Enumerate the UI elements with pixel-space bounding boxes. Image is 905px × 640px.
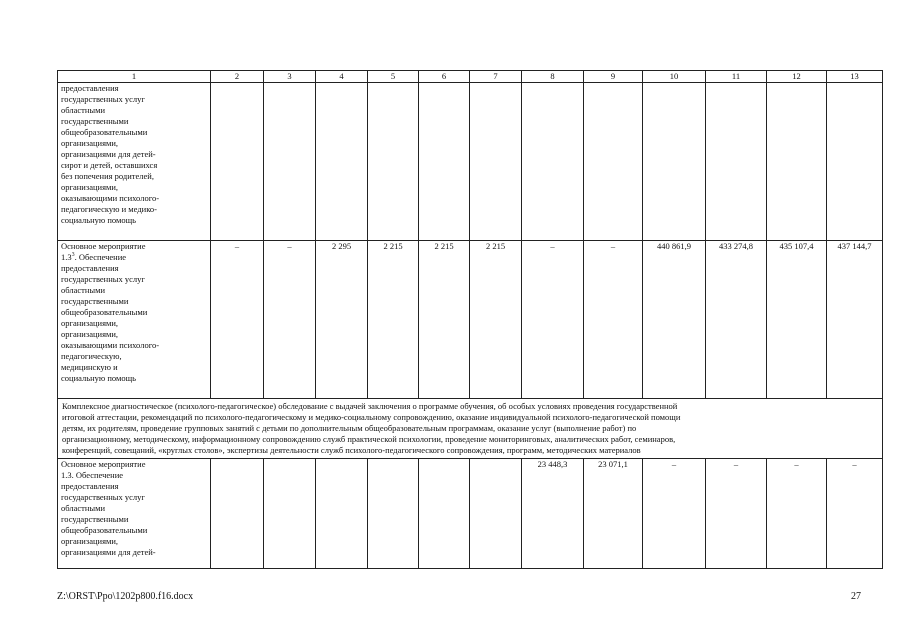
description-line: детям, их родителям, проведение групповых занятий с детьми по дополнительным общеобразовательным программам, оказание услуг (выполнение работ) по [62,423,637,433]
description-line: общеобразовательными [61,525,148,535]
row-description [58,459,211,569]
table-row [58,459,883,569]
measure-title: . Обеспечение [74,252,127,262]
description-line: предоставления [61,481,119,491]
description-line: Основное мероприятие [61,459,146,469]
table-row [58,241,883,399]
description-line: организациями для детей- [61,547,156,557]
table-cell [522,83,584,241]
row-description [58,83,211,241]
description-line: государственными [61,296,129,306]
table-cell [419,83,470,241]
table-cell [264,83,316,241]
description-line: социальную помощь [61,215,137,225]
description-line: сирот и детей, оставшихся [61,160,158,170]
table-cell [470,459,522,569]
description-line: организациями, [61,318,119,328]
description-line: педагогическую и медико- [61,204,157,214]
table-cell: 433 274,8 [706,241,767,399]
description-line: Основное мероприятие [61,241,146,251]
table-cell [211,83,264,241]
description-line: конференций, совещаний, «круглых столов», экспертизы деятельности служб психолого-педагогического сопровождения, программ, методических материалов [62,445,641,455]
description-line: педагогическую, [61,351,122,361]
table-cell [470,83,522,241]
column-header: 8 [522,71,584,83]
table-row [58,399,883,459]
description-line: организациями для детей- [61,149,156,159]
header-row [58,71,883,83]
table-cell: 2 215 [470,241,522,399]
page-number: 27 [851,591,861,602]
column-header: 3 [264,71,316,83]
table-row [58,83,883,241]
table-cell: – [584,241,643,399]
document-file-path: Z:\ORST\Ppo\1202p800.f16.docx [57,591,194,602]
description-line: оказывающими психолого- [61,193,160,203]
table-cell: 435 107,4 [767,241,827,399]
table-cell: 437 144,7 [827,241,883,399]
table-cell [643,83,706,241]
description-line: государственными [61,514,129,524]
measure-number: 1.3 [61,252,72,262]
description-line: 1.3. Обеспечение [61,470,124,480]
table-cell [368,83,419,241]
description-line: государственных услуг [61,274,145,284]
table-cell [264,459,316,569]
description-line: организациями, [61,182,119,192]
column-header: 7 [470,71,522,83]
description-line: общеобразовательными [61,127,148,137]
table-cell [827,83,883,241]
column-header: 13 [827,71,883,83]
table-cell: – [264,241,316,399]
description-line: предоставления [61,83,119,93]
column-header: 10 [643,71,706,83]
table-cell: 23 448,3 [522,459,584,569]
description-line: итоговой аттестации, рекомендаций по психолого-педагогическому и медико-социальному сопровождению, оказание индивидуальной психолого-педагогической помощи [62,412,681,422]
description-line: общеобразовательными [61,307,148,317]
column-header: 6 [419,71,470,83]
table-cell [316,459,368,569]
table-cell: – [767,459,827,569]
description-line: областными [61,503,106,513]
column-header: 4 [316,71,368,83]
table-cell [368,459,419,569]
description-line: социальную помощь [61,373,137,383]
table-cell: 440 861,9 [643,241,706,399]
spanning-description [58,399,883,459]
description-line: без попечения родителей, [61,171,154,181]
column-header: 2 [211,71,264,83]
table-cell: – [522,241,584,399]
description-line: оказывающими психолого- [61,340,160,350]
table-cell [316,83,368,241]
footnote-mark: 3 [71,252,75,259]
table-cell: – [643,459,706,569]
column-header: 9 [584,71,643,83]
description-line: организациями, [61,329,119,339]
table-cell: 23 071,1 [584,459,643,569]
description-line: медицинскую и [61,362,118,372]
description-line: Комплексное диагностическое (психолого-педагогическое) обследование с выдачей заключения о программе обучения, об особых условиях проведения государственной [62,401,678,411]
budget-table [57,70,883,569]
description-line: областными [61,105,106,115]
description-line: областными [61,285,106,295]
table-cell [584,83,643,241]
table-cell: 2 295 [316,241,368,399]
row-description [58,241,211,399]
table-cell [419,459,470,569]
table-cell [706,83,767,241]
table-cell: 2 215 [419,241,470,399]
description-line: государственных услуг [61,94,145,104]
table-cell: – [827,459,883,569]
table-cell [767,83,827,241]
description-line: организационному, методическому, информационному сопровождению служб практической психологии, проведение мониторинговых, аналитических работ, семинаров, [62,434,676,444]
table-cell: 2 215 [368,241,419,399]
description-line: государственных услуг [61,492,145,502]
description-line: предоставления [61,263,119,273]
column-header: 12 [767,71,827,83]
table-cell [211,459,264,569]
description-line: организациями, [61,138,119,148]
column-header: 5 [368,71,419,83]
table-cell: – [211,241,264,399]
description-line: организациями, [61,536,119,546]
description-line: государственными [61,116,129,126]
column-header: 11 [706,71,767,83]
table-cell: – [706,459,767,569]
description-line [61,252,207,263]
column-header: 1 [58,71,211,83]
